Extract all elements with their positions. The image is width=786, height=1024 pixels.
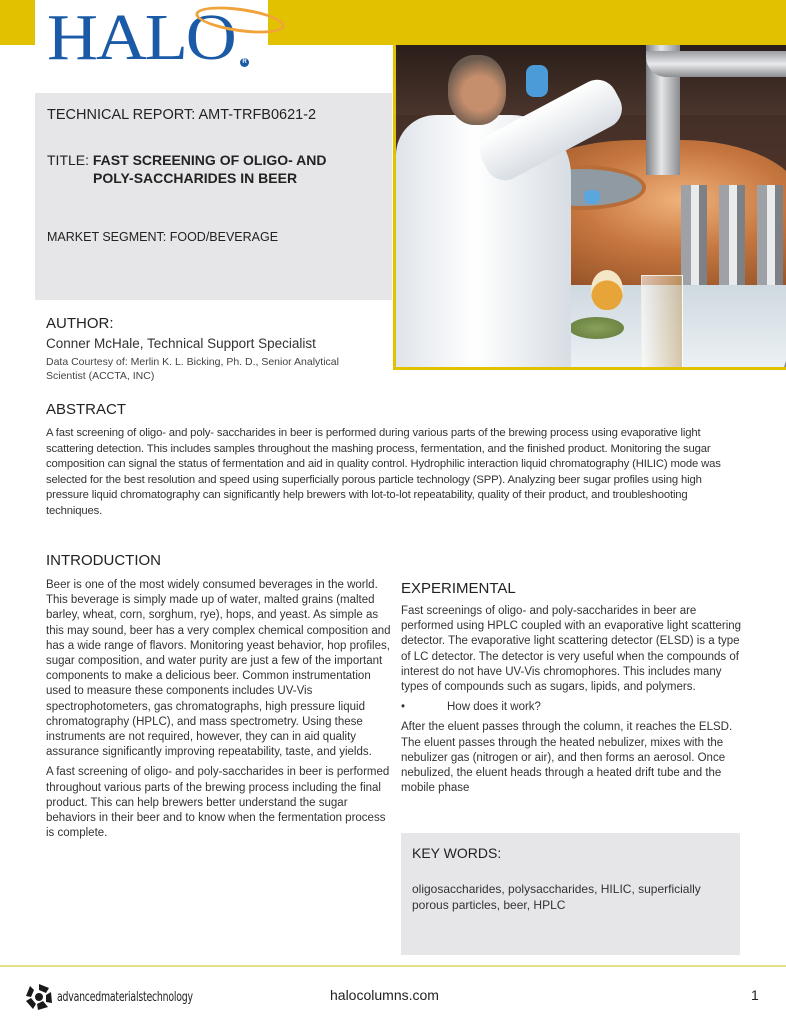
photo-blue-glove-2	[584, 190, 600, 204]
photo-flask	[591, 270, 623, 310]
registered-mark-icon: R	[240, 58, 249, 67]
experimental-heading: EXPERIMENTAL	[401, 580, 516, 597]
keywords-box	[401, 833, 740, 955]
keywords-list: oligosaccharides, polysaccharides, HILIC, superficially porous particles, beer, HPLC	[412, 882, 701, 912]
title-line-1: FAST SCREENING OF OLIGO- AND	[92, 152, 327, 168]
market-segment: MARKET SEGMENT: FOOD/BEVERAGE	[47, 230, 279, 244]
halo-logo	[35, 0, 268, 93]
title-label: TITLE:	[47, 152, 93, 168]
bullet-icon: •	[401, 701, 406, 714]
data-courtesy: Data Courtesy of: Merlin K. L. Bicking, Ph. D., Senior Analytical Scientist (ACCTA, INC)	[46, 356, 339, 382]
page-number: 1	[751, 987, 759, 1003]
footer-divider	[0, 965, 786, 967]
title-line-2: POLY-SACCHARIDES IN BEER	[93, 170, 298, 186]
report-id: TECHNICAL REPORT: AMT-TRFB0621-2	[47, 107, 317, 123]
keywords-heading: KEY WORDS:	[412, 845, 502, 861]
bullet-item	[401, 700, 746, 715]
amt-logo-mark-icon	[24, 982, 54, 1012]
amt-logo-text: advancedmaterialstechnology	[57, 989, 193, 1005]
website-link[interactable]: halocolumns.com	[330, 987, 439, 1003]
abstract-heading: ABSTRACT	[46, 401, 127, 418]
experimental-paragraph: After the eluent passes through the column, it reaches the ELSD. The eluent passes through the heated nebulizer, mixes with the nebulizer gas (nitrogen or air), and then forms an aerosol. Once nebulized, the eluent heads through a heated drift tube and the mobile phase	[401, 721, 733, 795]
photo-hops-dish	[569, 317, 624, 339]
amt-logo	[24, 982, 246, 1012]
introduction-paragraph: A fast screening of oligo- and poly-saccharides in beer is performed throughout various parts of the brewing process including the final product. This can help brewers better understand the sugar behaviors in their beer and to know when the fermentation process is complete.	[46, 766, 390, 840]
introduction-heading: INTRODUCTION	[46, 552, 161, 569]
photo-beaker	[641, 275, 683, 370]
experimental-paragraph: Fast screenings of oligo- and poly-saccharides in beer are performed using HPLC coupled with an evaporative light scattering detector. The evaporative light scattering detector (ELSD) is a type of LC detector. The detector is very useful when the compounds of interest do not have UV-Vis chromophores. This includes many types of compounds such as sugars, lipids, and polymers.	[401, 605, 742, 694]
introduction-body	[46, 578, 391, 846]
author-heading: AUTHOR:	[46, 315, 114, 332]
hero-photo-brewery-scientist	[393, 45, 786, 370]
abstract-body: A fast screening of oligo- and poly- saccharides in beer is performed during various parts of the brewing process using evaporative light scattering detection. This includes samples throughout the mashing process, fermentation, and the finished product. Monitoring the sugar composition can signal the status of fermentation and aid in quality control. Hydrophilic interaction liquid chromatography (HILIC) mode was selected for the best resolution and speed using superficially porous particle technology (SPP). Analyzing beer sugar profiles using high pressure liquid chromatography can significantly help brewers with lot-to-lot repeatability, quality of their product, and troubleshooting techniques.	[46, 427, 721, 517]
introduction-paragraph: Beer is one of the most widely consumed beverages in the world. This beverage is simply made up of water, malted grains (malted barley, wheat, corn, sorghum, rye), hops, and yeast. As simple as this may sound, beer has a very complex chemical composition and has a wide range of flavors. Monitoring yeast behavior, hop profiles, sugar composition, and water purity are just a few of the important components to make a delicious beer. Common instrumentation used to measure these components includes UV-Vis spectrophotometers, gas chromatographs, high pressure liquid chromatography (HPLC), and mass spectrometry. Using these instruments are not required, however, they can in aid quality assurance significantly improving repeatability, taste, and yields.	[46, 579, 391, 759]
author-name: Conner McHale, Technical Support Specialist	[46, 336, 316, 351]
experimental-body	[401, 604, 746, 801]
report-title	[47, 151, 327, 169]
photo-steel-pipe-horizontal	[646, 51, 786, 77]
halo-logo-text: HALO	[47, 1, 235, 74]
report-title-box	[35, 93, 392, 300]
photo-blue-glove	[526, 65, 548, 97]
bullet-text: How does it work?	[447, 701, 541, 714]
photo-scientist-head	[448, 55, 506, 125]
